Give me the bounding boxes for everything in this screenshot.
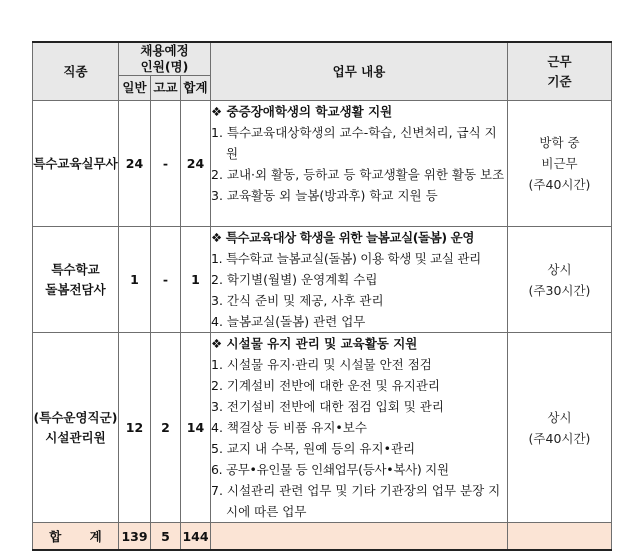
count-highschool: - xyxy=(151,227,181,333)
work-hours: 방학 중 비근무 (주40시간) xyxy=(508,101,612,227)
duty-item: 3. 전기설비 전반에 대한 점검 입회 및 관리 xyxy=(211,399,444,414)
table-row xyxy=(33,227,612,333)
header-highschool: 고교 xyxy=(151,76,181,101)
count-highschool: - xyxy=(151,101,181,227)
duty-description xyxy=(211,333,508,523)
duty-item: 4. 책걸상 등 비품 유지•보수 xyxy=(211,420,367,435)
count-sum: 14 xyxy=(181,333,211,523)
job-title: (특수운영직군) 시설관리원 xyxy=(33,333,119,523)
duty-item: 2. 기계설비 전반에 대한 운전 및 유지관리 xyxy=(211,378,440,393)
duty-title: ❖ 특수교육대상 학생을 위한 늘봄교실(돌봄) 운영 xyxy=(211,230,475,245)
duty-item: 4. 늘봄교실(돌봄) 관련 업무 xyxy=(211,314,366,329)
header-job: 직종 xyxy=(33,42,119,101)
header-sum: 합계 xyxy=(181,76,211,101)
duty-title: ❖ 중증장애학생의 학교생활 지원 xyxy=(211,104,393,119)
duty-item: 7. 시설관리 관련 업무 및 기타 기관장의 업무 분장 지시에 따른 업무 xyxy=(211,483,501,519)
total-sum: 144 xyxy=(181,523,211,551)
total-duties-empty xyxy=(211,523,508,551)
duty-item: 6. 공무•유인물 등 인쇄업무(등사•복사) 지원 xyxy=(211,462,449,477)
count-sum: 1 xyxy=(181,227,211,333)
count-general: 12 xyxy=(119,333,151,523)
job-title: 특수학교 돌봄전담사 xyxy=(33,227,119,333)
duty-item: 3. 교육활동 외 늘봄(방과후) 학교 지원 등 xyxy=(211,188,438,203)
job-title: 특수교육실무사 xyxy=(33,101,119,227)
duty-item: 1. 특수학교 늘봄교실(돌봄) 이용 학생 및 교실 관리 xyxy=(211,251,481,266)
total-hours-empty xyxy=(508,523,612,551)
work-hours: 상시 (주30시간) xyxy=(508,227,612,333)
duty-item: 1. 시설물 유지·관리 및 시설물 안전 점검 xyxy=(211,357,432,372)
duty-title: ❖ 시설물 유지 관리 및 교육활동 지원 xyxy=(211,336,418,351)
duty-item: 5. 교지 내 수목, 원예 등의 유지•관리 xyxy=(211,441,416,456)
header-work-hours: 근무 기준 xyxy=(508,42,612,101)
count-highschool: 2 xyxy=(151,333,181,523)
recruitment-table xyxy=(32,41,612,551)
count-general: 1 xyxy=(119,227,151,333)
header-duties: 업무 내용 xyxy=(211,42,508,101)
duty-item: 1. 특수교육대상학생의 교수-학습, 신변처리, 급식 지원 xyxy=(211,125,497,161)
header-general: 일반 xyxy=(119,76,151,101)
table-row xyxy=(33,101,612,227)
duty-description xyxy=(211,227,508,333)
total-general: 139 xyxy=(119,523,151,551)
count-general: 24 xyxy=(119,101,151,227)
total-row xyxy=(33,523,612,551)
table-row xyxy=(33,333,612,523)
total-label: 합 계 xyxy=(33,523,119,551)
count-sum: 24 xyxy=(181,101,211,227)
duty-item: 2. 교내·외 활동, 등하교 등 학교생활을 위한 활동 보조 xyxy=(211,167,505,182)
total-highschool: 5 xyxy=(151,523,181,551)
work-hours: 상시 (주40시간) xyxy=(508,333,612,523)
duty-item: 2. 학기별(월별) 운영계획 수립 xyxy=(211,272,378,287)
duty-description xyxy=(211,101,508,227)
duty-item: 3. 간식 준비 및 제공, 사후 관리 xyxy=(211,293,384,308)
header-planned-count: 채용예정 인원(명) xyxy=(119,42,211,76)
